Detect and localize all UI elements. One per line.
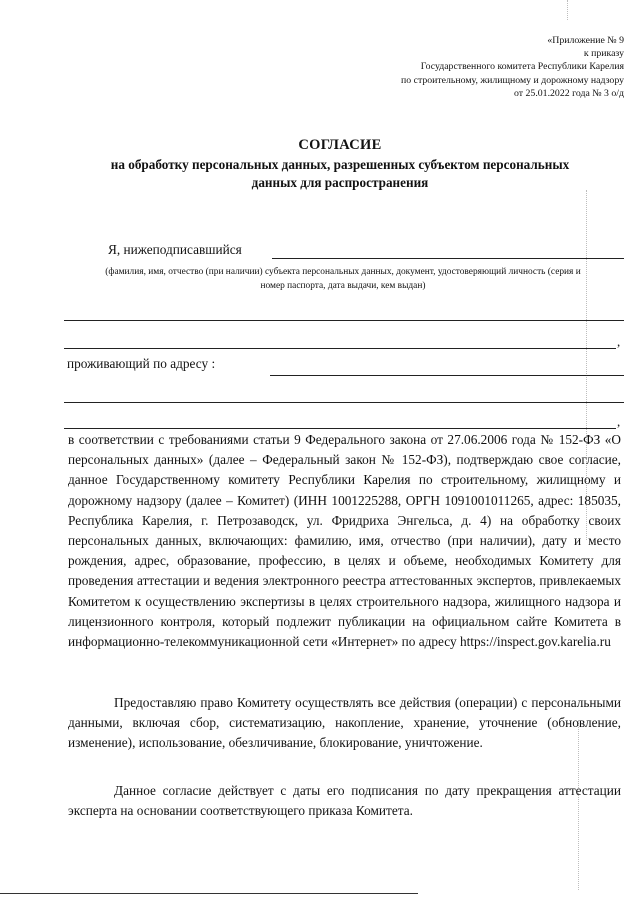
appendix-header-line: от 25.01.2022 года № 3 о/д: [514, 87, 624, 99]
field-comma: ,: [617, 334, 621, 349]
address-field-line-1[interactable]: [270, 375, 624, 376]
signer-details-field-line-1[interactable]: [64, 320, 624, 321]
document-subtitle-line-1: на обработку персональных данных, разрешенных субъектом персональных: [110, 157, 570, 172]
consent-paragraph-2: Предоставляю право Комитету осуществлять все действия (операции) с персональными данными, включая сбор, систематизацию, накопление, хранение, уточнение (обновление, изменение), использование, обезличивание, блокирование, уничтожение.: [68, 695, 621, 751]
signer-caption-line: номер паспорта, дата выдачи, кем выдан): [260, 281, 426, 291]
appendix-header-line: по строительному, жилищному и дорожному надзору: [401, 74, 624, 86]
consent-paragraph-1: в соответствии с требованиями статьи 9 Федерального закона от 27.06.2006 года № 152-ФЗ «О персональных данных» (далее – Федеральный закон № 152-ФЗ), подтверждаю свое согласие, данное Государственному комитету Республики Карелия по строительному, жилищному и дорожному надзору (далее – Комитет) (ИНН 1001225288, ОРГН 1091001011265, адрес: 185035, Республика Карелия, г. Петрозаводск, ул. Фридриха Энгельса, д. 4) на обработку своих персональных данных, включающих: фамилию, имя, отчество (при наличии), дату и место рождения, адрес, образование, профессию, в целях и объеме, необходимых Комитету для проведения аттестации и ведения электронного реестра аттестованных экспертов, привлекаемых Комитетом к осуществлению экспертизы в целях строительного надзора, жилищного надзора и лицензионного контроля, который подлежит публикации на официальном сайте Комитета в информационно-телекоммуникационной сети «Интернет» по адресу https://inspect.gov.karelia.ru: [68, 432, 621, 650]
appendix-header-line: Государственного комитета Республики Карелия: [420, 61, 624, 73]
appendix-header: [294, 34, 624, 100]
appendix-header-line: «Приложение № 9: [547, 35, 624, 46]
signer-name-field[interactable]: [272, 258, 624, 259]
document-title: СОГЛАСИЕ: [298, 137, 382, 153]
signer-caption-line: (фамилия, имя, отчество (при наличии) субъекта персональных данных, документ, удостоверяющий личность (серия и: [105, 267, 581, 277]
address-field-line-3[interactable]: [64, 428, 616, 429]
signer-label: Я, нижеподписавшийся: [108, 242, 242, 257]
document-subtitle-line-2: данных для распространения: [251, 175, 429, 190]
bottom-border-line: [0, 893, 418, 894]
scan-artifact-line: [567, 0, 568, 20]
consent-paragraph-3: Данное согласие действует с даты его подписания по дату прекращения аттестации эксперта на основании соответствующего приказа Комитета.: [68, 783, 621, 819]
appendix-header-line: к приказу: [583, 48, 624, 60]
signer-field-caption: [64, 265, 622, 293]
address-field-line-2[interactable]: [64, 402, 624, 403]
signer-details-field-line-2[interactable]: [64, 348, 616, 349]
field-comma: ,: [617, 414, 621, 429]
address-label: проживающий по адресу :: [67, 356, 216, 371]
